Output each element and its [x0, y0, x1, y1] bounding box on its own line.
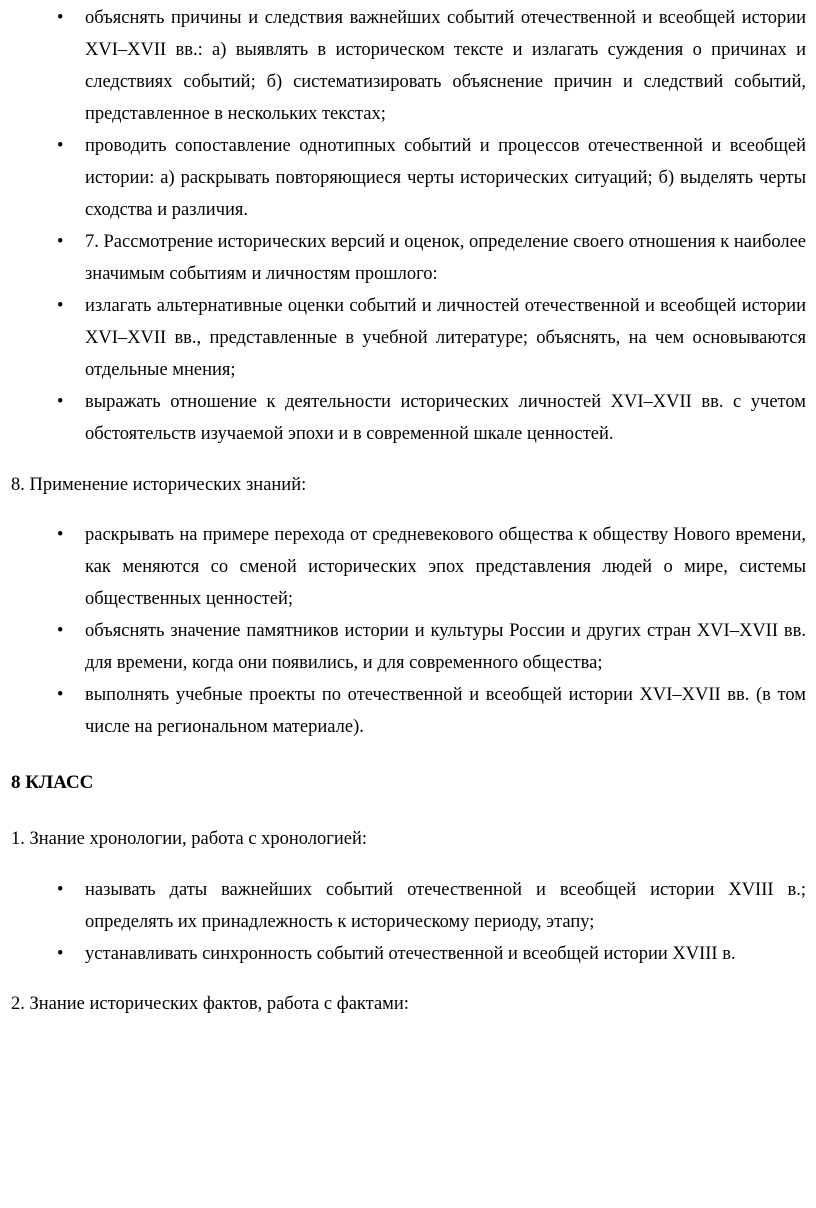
list-item-text: 7. Рассмотрение исторических версий и оценок, определение своего отношения к наиболее значимым событиям и личностям прошлого: [85, 232, 806, 284]
bullet-list-item [11, 519, 806, 615]
bullet-list-item [11, 938, 806, 970]
bullet-list-item [11, 130, 806, 226]
list-item-text: устанавливать синхронность событий отечественной и всеобщей истории XVIII в. [85, 943, 736, 964]
list-item-text: раскрывать на примере перехода от средневекового общества к обществу Нового времени, как меняются со сменой исторических эпох представления людей о мире, системы общественных ценностей; [85, 525, 806, 609]
bullet-marker: • [57, 8, 64, 28]
bullet-marker: • [57, 296, 64, 316]
numbered-paragraph: 2. Знание исторических фактов, работа с фактами: [11, 994, 409, 1014]
list-item-text: называть даты важнейших событий отечественной и всеобщей истории XVIII в.; определять их принадлежность к историческому периоду, этапу; [85, 879, 806, 932]
list-item-text: объяснять причины и следствия важнейших событий отечественной и всеобщей истории XVI–XVII вв.: а) выявлять в историческом тексте и излагать суждения о причинах и следствиях событий; б) систематизировать объяснение причин и следствий событий, представленное в нескольких текстах; [85, 8, 806, 124]
bullet-list-item [11, 679, 806, 743]
bullet-marker: • [57, 879, 64, 900]
bullet-marker: • [57, 525, 64, 545]
bullet-list-item [11, 386, 806, 450]
bullet-marker: • [57, 621, 64, 641]
bullet-marker: • [57, 685, 64, 705]
bullet-marker: • [57, 392, 64, 412]
bullet-marker: • [57, 232, 64, 252]
numbered-paragraph: 1. Знание хронологии, работа с хронологией: [11, 829, 368, 849]
bullet-list-item [11, 2, 806, 130]
bullet-list-item [11, 615, 806, 679]
list-item-text: объяснять значение памятников истории и культуры России и других стран XVI–XVII вв. для времени, когда они появились, и для современного общества; [85, 621, 806, 673]
list-item-text: проводить сопоставление однотипных событий и процессов отечественной и всеобщей истории: а) раскрывать повторяющиеся черты исторических ситуаций; б) выделять черты сходства и различия. [85, 136, 806, 220]
bullet-list-item [11, 226, 806, 290]
bullet-marker: • [57, 943, 64, 964]
section-heading: 8 КЛАСС [11, 772, 94, 793]
numbered-paragraph: 8. Применение исторических знаний: [11, 474, 307, 495]
bullet-list-item [11, 290, 806, 386]
list-item-text: излагать альтернативные оценки событий и личностей отечественной и всеобщей истории XVI–XVII вв., представленные в учебной литературе; объяснять, на чем основываются отдельные мнения; [85, 296, 806, 380]
list-item-text: выполнять учебные проекты по отечественной и всеобщей истории XVI–XVII вв. (в том числе на региональном материале). [85, 685, 806, 737]
list-item-text: выражать отношение к деятельности исторических личностей XVI–XVII вв. с учетом обстоятельств изучаемой эпохи и в современной шкале ценностей. [85, 392, 806, 444]
bullet-list-item [11, 874, 806, 938]
bullet-marker: • [57, 136, 64, 156]
